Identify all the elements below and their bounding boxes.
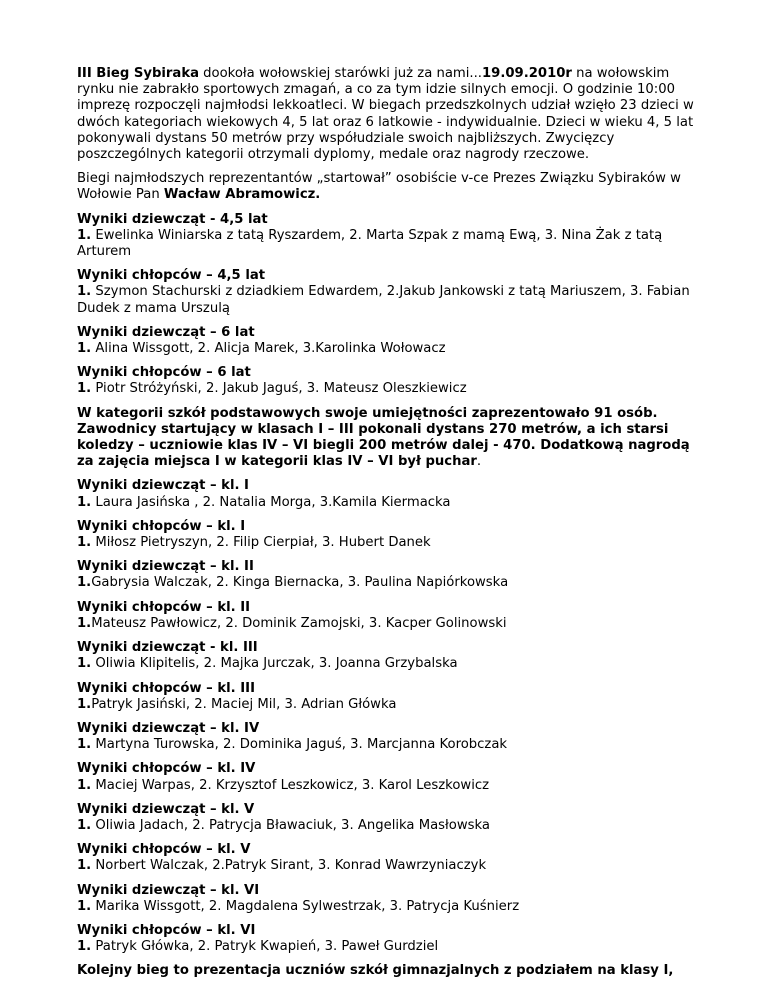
place-number: 1. xyxy=(77,817,92,833)
result-block xyxy=(77,761,698,793)
result-text: Laura Jasińska , 2. Natalia Morga, 3.Kamila Kiermacka xyxy=(91,494,451,510)
result-heading: Wyniki chłopców – kl. III xyxy=(77,680,255,696)
result-text: Szymon Stachurski z dziadkiem Edwardem, 2.Jakub Jankowski z tatą Mariuszem, 3. Fabian Dudek z mama Urszulą xyxy=(77,284,690,316)
result-block xyxy=(77,519,698,551)
place-number: 1. xyxy=(77,341,92,357)
event-title: III Bieg Sybiraka xyxy=(77,66,199,81)
result-text: Marika Wissgott, 2. Magdalena Sylwestrzak, 3. Patrycja Kuśnierz xyxy=(91,898,520,914)
result-heading: Wyniki dziewcząt – kl. VI xyxy=(77,882,260,898)
result-block xyxy=(77,923,698,955)
place-number: 1. xyxy=(77,777,92,793)
result-block xyxy=(77,212,698,261)
result-block xyxy=(77,325,698,357)
result-heading: Wyniki chłopców – kl. V xyxy=(77,842,251,858)
place-number: 1. xyxy=(77,615,92,631)
place-number: 1. xyxy=(77,696,92,712)
result-heading: Wyniki dziewcząt – kl. II xyxy=(77,559,254,575)
result-text: Maciej Warpas, 2. Krzysztof Leszkowicz, 3. Karol Leszkowicz xyxy=(91,777,490,793)
result-block xyxy=(77,842,698,874)
place-number: 1. xyxy=(77,575,92,591)
result-block xyxy=(77,802,698,834)
result-text: Patryk Główka, 2. Patryk Kwapień, 3. Paweł Gurdziel xyxy=(91,939,439,955)
result-text: Miłosz Pietryszyn, 2. Filip Cierpiał, 3. Hubert Danek xyxy=(91,535,431,551)
result-text: Patryk Jasiński, 2. Maciej Mil, 3. Adrian Główka xyxy=(91,696,397,712)
place-number: 1. xyxy=(77,939,92,955)
result-block xyxy=(77,365,698,397)
place-number: 1. xyxy=(77,284,92,300)
place-number: 1. xyxy=(77,494,92,510)
primary-results xyxy=(77,478,698,955)
primary-intro-tail: . xyxy=(476,454,482,470)
place-number: 1. xyxy=(77,227,92,243)
result-block xyxy=(77,721,698,753)
place-number: 1. xyxy=(77,535,92,551)
result-block xyxy=(77,559,698,591)
intro-text-b: na wołowskim rynku nie zabrakło sportowych zmagań, a co za tym idzie silnych emocji. O godzinie 10:00 imprezę rozpoczęli najmłodsi lekkoatleci. W biegach przedszkolnych udział wzięło 23 dzieci w dwóch kategoriach wiekowych 4, 5 lat oraz 6 latkowie - indywidualnie. Dzieci w wieku 4, 5 lat pokonywali dystans 50 metrów przy współudziale swoich najbliższych. Zwycięzcy poszczególnych kategorii otrzymali dyplomy, medale oraz nagrody rzeczowe. xyxy=(77,66,694,163)
result-block xyxy=(77,600,698,632)
result-heading: Wyniki chłopców – 4,5 lat xyxy=(77,268,266,284)
place-number: 1. xyxy=(77,737,92,753)
closing-paragraph xyxy=(77,963,698,979)
starter-name: Wacław Abramowicz. xyxy=(163,187,321,203)
result-text: Oliwia Jadach, 2. Patrycja Bławaciuk, 3. Angelika Masłowska xyxy=(91,817,490,833)
result-block xyxy=(77,883,698,915)
result-heading: Wyniki dziewcząt – 6 lat xyxy=(77,324,255,340)
place-number: 1. xyxy=(77,858,92,874)
result-heading: Wyniki dziewcząt – kl. I xyxy=(77,478,249,494)
intro-paragraph xyxy=(77,66,698,163)
result-block xyxy=(77,478,698,510)
start-paragraph xyxy=(77,171,698,203)
result-heading: Wyniki chłopców – kl. VI xyxy=(77,922,256,938)
result-heading: Wyniki dziewcząt – kl. V xyxy=(77,801,255,817)
closing-bold: Kolejny bieg to prezentacja uczniów szkół gimnazjalnych z podziałem na klasy I, xyxy=(77,963,674,979)
preschool-results xyxy=(77,212,698,398)
start-text: Biegi najmłodszych reprezentantów „startował” osobiście v-ce Prezes Związku Sybiraków w Wołowie Pan xyxy=(77,171,681,203)
result-text: Oliwia Klipitelis, 2. Majka Jurczak, 3. Joanna Grzybalska xyxy=(91,656,458,672)
result-block xyxy=(77,681,698,713)
result-heading: Wyniki chłopców – kl. II xyxy=(77,599,251,615)
place-number: 1. xyxy=(77,656,92,672)
result-text: Norbert Walczak, 2.Patryk Sirant, 3. Konrad Wawrzyniaczyk xyxy=(91,858,487,874)
result-heading: Wyniki dziewcząt - 4,5 lat xyxy=(77,211,268,227)
place-number: 1. xyxy=(77,898,92,914)
result-text: Piotr Stróżyński, 2. Jakub Jaguś, 3. Mateusz Oleszkiewicz xyxy=(91,381,467,397)
primary-intro-bold: W kategorii szkół podstawowych swoje umiejętności zaprezentowało 91 osób. Zawodnicy startujący w klasach I – III pokonali dystans 270 metrów, a ich starsi koledzy – uczniowie klas IV – VI biegli 200 metrów dalej - 470. Dodatkową nagrodą za zajęcia miejsca I w kategorii klas IV – VI był puchar xyxy=(77,405,690,470)
primary-intro-paragraph xyxy=(77,406,698,471)
event-date: 19.09.2010r xyxy=(482,66,572,81)
result-heading: Wyniki chłopców – 6 lat xyxy=(77,365,251,381)
result-heading: Wyniki chłopców – kl. I xyxy=(77,518,246,534)
result-heading: Wyniki dziewcząt – kl. IV xyxy=(77,720,260,736)
result-heading: Wyniki chłopców – kl. IV xyxy=(77,761,256,777)
result-block xyxy=(77,640,698,672)
result-text: Gabrysia Walczak, 2. Kinga Biernacka, 3. Paulina Napiórkowska xyxy=(91,575,509,591)
result-text: Ewelinka Winiarska z tatą Ryszardem, 2. Marta Szpak z mamą Ewą, 3. Nina Żak z tatą Arturem xyxy=(77,227,663,260)
place-number: 1. xyxy=(77,381,92,397)
result-block xyxy=(77,268,698,317)
result-heading: Wyniki dziewcząt - kl. III xyxy=(77,640,258,656)
result-text: Alina Wissgott, 2. Alicja Marek, 3.Karolinka Wołowacz xyxy=(91,341,446,357)
result-text: Martyna Turowska, 2. Dominika Jaguś, 3. Marcjanna Korobczak xyxy=(91,737,508,753)
intro-text-a: dookoła wołowskiej starówki już za nami... xyxy=(198,66,482,81)
result-text: Mateusz Pawłowicz, 2. Dominik Zamojski, 3. Kacper Golinowski xyxy=(91,615,507,631)
